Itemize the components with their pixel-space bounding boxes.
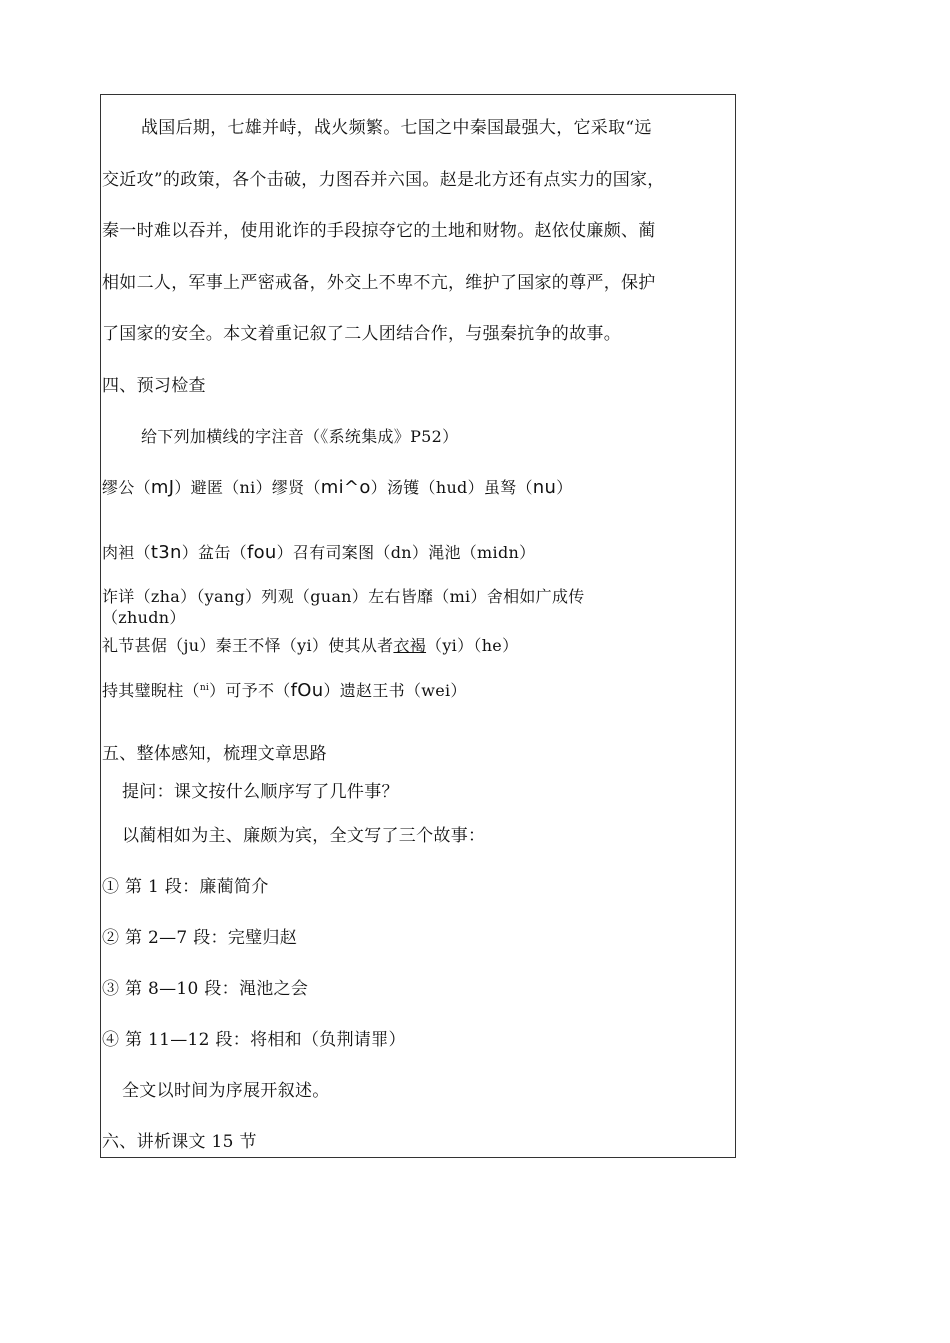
pinyin-row-1-part-c: ）汤镬（hud）虽驽（ [370,478,533,497]
pinyin-row-4-part-a: 礼节甚倨（ju）秦王不怿（yi）使其从者 [102,636,394,655]
section-5-question: 提问：课文按什么顺序写了几件事？ [122,782,399,802]
pinyin-row-2-part-a: 肉袒（ [102,543,151,562]
section-5-summary: 全文以时间为序展开叙述。 [122,1081,330,1101]
pinyin-row-5-tiny: ni [199,683,210,693]
pinyin-row-1-sans-a: mJ [150,477,175,498]
pinyin-row-3-continued: （zhudn） [102,608,186,627]
story-item-1: ① 第 1 段：廉蔺简介 [102,877,269,897]
pinyin-row-2-part-c: ）召有司案图（dn）渑池（midn） [276,543,536,562]
intro-line-5: 了国家的安全。本文着重记叙了二人团结合作，与强秦抗争的故事。 [102,324,621,344]
story-item-2: ② 第 2—7 段：完璧归赵 [102,928,298,948]
pinyin-row-5 [102,678,467,701]
pinyin-row-1-sans-c: nu [532,477,557,498]
pinyin-row-1-sans-b: mi^o [320,477,371,498]
section-6-heading: 六、讲析课文 15 节 [102,1132,257,1152]
pinyin-row-2-sans-b: fou [246,542,277,563]
section-5-heading: 五、整体感知，梳理文章思路 [102,744,327,764]
pinyin-row-4 [102,636,518,656]
story-item-4: ④ 第 11—12 段：将相和（负荆请罪） [102,1030,406,1050]
intro-line-3: 秦一时难以吞并，使用讹诈的手段掠夺它的土地和财物。赵依仗廉颇、蔺 [102,221,656,241]
pinyin-row-4-part-b: （yi）（he） [426,636,519,655]
section-4-heading: 四、预习检查 [102,376,206,396]
section-4-instruction: 给下列加横线的字注音（《系统集成》P52） [141,427,459,446]
pinyin-row-1 [102,478,573,498]
pinyin-row-2 [102,543,535,563]
intro-line-2: 交近攻”的政策，各个击破，力图吞并六国。赵是北方还有点实力的国家， [102,170,665,190]
pinyin-row-1-part-d: ） [556,478,573,497]
pinyin-row-3: 诈详（zha）（yang）列观（guan）左右皆靡（mi）舍相如广成传 [102,587,585,606]
intro-line-1: 战国后期，七雄并峙，战火频繁。七国之中秦国最强大，它采取“远 [141,118,652,138]
pinyin-row-5-part-b: ）可予不（ [209,681,291,700]
pinyin-row-2-sans-a: t3n [150,542,182,563]
pinyin-row-4-underlined: 衣褐 [393,636,427,655]
story-item-3: ③ 第 8—10 段：渑池之会 [102,979,309,999]
pinyin-row-5-sans-b: fOu [290,680,324,701]
pinyin-row-5-part-a: 持其璧睨柱（ [102,681,200,700]
pinyin-row-1-part-a: 缪公（ [102,478,151,497]
intro-line-4: 相如二人，军事上严密戒备，外交上不卑不亢，维护了国家的尊严，保护 [102,273,656,293]
pinyin-row-5-part-c: ）遗赵王书（wei） [323,681,467,700]
pinyin-row-2-part-b: ）盆缶（ [181,543,247,562]
section-5-answer: 以蔺相如为主、廉颇为宾，全文写了三个故事： [122,826,486,846]
pinyin-row-1-part-b: ）避匿（ni）缪贤（ [174,478,321,497]
